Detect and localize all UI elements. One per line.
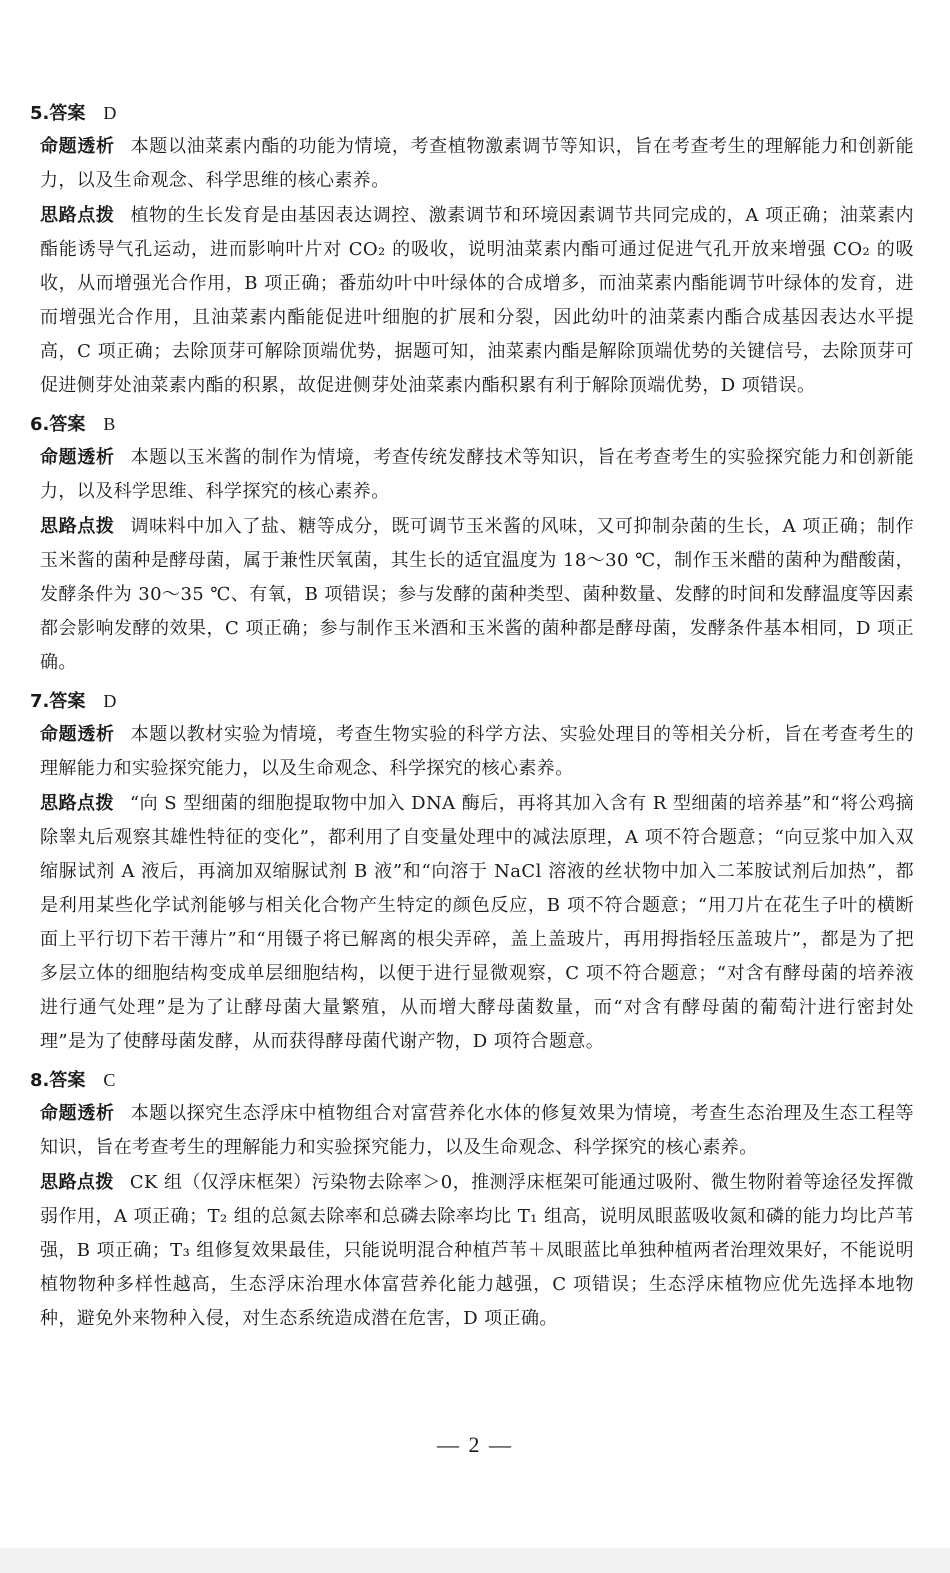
analysis-paragraph bbox=[40, 199, 914, 403]
page-number: — 2 — bbox=[437, 1432, 513, 1457]
answer-value: D bbox=[103, 103, 117, 123]
footer-strip bbox=[0, 1548, 950, 1573]
analysis-label: 思路点拨 bbox=[40, 516, 115, 537]
question-number: 8. bbox=[30, 1070, 50, 1091]
analysis-text: 植物的生长发育是由基因表达调控、激素调节和环境因素调节共同完成的，A 项正确；油菜素内酯能诱导气孔运动，进而影响叶片对 CO₂ 的吸收，说明油菜素内酯可通过促进气孔开放来增强 CO₂ 的吸收，从而增强光合作用，B 项正确；番茄幼叶中叶绿体的合成增多，而油菜素内酯能调节叶绿体的发育，进而增强光合作用，且油菜素内酯能促进叶细胞的扩展和分裂，因此幼叶的油菜素内酯合成基因表达水平提高，C 项正确；去除顶芽可解除顶端优势，据题可知，油菜素内酯是解除顶端优势的关键信号，去除顶芽可促进侧芽处油菜素内酯的积累，故促进侧芽处油菜素内酯积累有利于解除顶端优势，D 项错误。 bbox=[40, 205, 914, 396]
analysis-label: 思路点拨 bbox=[40, 1172, 114, 1193]
analysis-text: “向 S 型细菌的细胞提取物中加入 DNA 酶后，再将其加入含有 R 型细菌的培养基”和“将公鸡摘除睾丸后观察其雄性特征的变化”，都利用了自变量处理中的减法原理，A 项不符合题意；“向豆浆中加入双缩脲试剂 A 液后，再滴加双缩脲试剂 B 液”和“向溶于 NaCl 溶液的丝状物中加入二苯胺试剂后加热”，都是利用某些化学试剂能够与相关化合物产生特定的颜色反应，B 项不符合题意；“用刀片在花生子叶的横断面上平行切下若干薄片”和“用镊子将已解离的根尖弄碎，盖上盖玻片，再用拇指轻压盖玻片”，都是为了把多层立体的细胞结构变成单层细胞结构，以便于进行显微观察，C 项不符合题意；“对含有酵母菌的培养液进行通气处理”是为了让酵母菌大量繁殖，从而增大酵母菌数量，而“对含有酵母菌的葡萄汁进行密封处理”是为了使酵母菌发酵，从而获得酵母菌代谢产物，D 项符合题意。 bbox=[40, 793, 914, 1052]
answer-label: 答案 bbox=[49, 691, 86, 712]
answer-label: 答案 bbox=[49, 414, 86, 435]
analysis-text: CK 组（仅浮床框架）污染物去除率＞0，推测浮床框架可能通过吸附、微生物附着等途径发挥微弱作用，A 项正确；T₂ 组的总氮去除率和总磷去除率均比 T₁ 组高，说明凤眼蓝吸收氮和磷的能力均比芦苇强，B 项正确；T₃ 组修复效果最佳，只能说明混合种植芦苇＋凤眼蓝比单独种植两者治理效果好，不能说明植物物种多样性越高，生态浮床治理水体富营养化能力越强，C 项错误；生态浮床植物应优先选择本地物种，避免外来物种入侵，对生态系统造成潜在危害，D 项正确。 bbox=[40, 1172, 914, 1329]
analysis-paragraph bbox=[40, 510, 914, 680]
analysis-paragraph bbox=[40, 787, 914, 1059]
question-header bbox=[30, 684, 914, 718]
intent-text: 本题以玉米酱的制作为情境，考查传统发酵技术等知识，旨在考查考生的实验探究能力和创新能力，以及科学思维、科学探究的核心素养。 bbox=[40, 447, 914, 502]
intent-label: 命题透析 bbox=[40, 1103, 115, 1124]
question-number: 5. bbox=[30, 103, 50, 124]
intent-text: 本题以探究生态浮床中植物组合对富营养化水体的修复效果为情境，考查生态治理及生态工程等知识，旨在考查考生的理解能力和实验探究能力，以及生命观念、科学探究的核心素养。 bbox=[40, 1103, 914, 1158]
intent-text: 本题以油菜素内酯的功能为情境，考查植物激素调节等知识，旨在考查考生的理解能力和创新能力，以及生命观念、科学思维的核心素养。 bbox=[40, 136, 914, 191]
question-number: 6. bbox=[30, 414, 50, 435]
intent-paragraph bbox=[40, 441, 914, 509]
analysis-label: 思路点拨 bbox=[40, 205, 115, 226]
question-7 bbox=[30, 684, 914, 1059]
question-number: 7. bbox=[30, 691, 50, 712]
question-5 bbox=[30, 96, 914, 403]
answer-label: 答案 bbox=[49, 1070, 86, 1091]
answer-value: C bbox=[103, 1070, 116, 1090]
analysis-label: 思路点拨 bbox=[40, 793, 114, 814]
analysis-text: 调味料中加入了盐、糖等成分，既可调节玉米酱的风味，又可抑制杂菌的生长，A 项正确；制作玉米酱的菌种是酵母菌，属于兼性厌氧菌，其生长的适宜温度为 18～30 ℃，制作玉米醋的菌种为醋酸菌，发酵条件为 30～35 ℃、有氧，B 项错误；参与发酵的菌种类型、菌种数量、发酵的时间和发酵温度等因素都会影响发酵的效果，C 项正确；参与制作玉米酒和玉米酱的菌种都是酵母菌，发酵条件基本相同，D 项正确。 bbox=[40, 516, 914, 673]
question-header bbox=[30, 96, 914, 130]
intent-paragraph bbox=[40, 130, 914, 198]
answer-value: B bbox=[103, 414, 116, 434]
intent-label: 命题透析 bbox=[40, 724, 115, 745]
question-8 bbox=[30, 1063, 914, 1336]
answer-label: 答案 bbox=[49, 103, 86, 124]
intent-text: 本题以教材实验为情境，考查生物实验的科学方法、实验处理目的等相关分析，旨在考查考生的理解能力和实验探究能力，以及生命观念、科学探究的核心素养。 bbox=[40, 724, 914, 779]
analysis-paragraph bbox=[40, 1166, 914, 1336]
question-header bbox=[30, 1063, 914, 1097]
intent-paragraph bbox=[40, 1097, 914, 1165]
intent-label: 命题透析 bbox=[40, 447, 115, 468]
answer-value: D bbox=[103, 691, 117, 711]
intent-paragraph bbox=[40, 718, 914, 786]
question-6 bbox=[30, 407, 914, 680]
intent-label: 命题透析 bbox=[40, 136, 115, 157]
question-header bbox=[30, 407, 914, 441]
